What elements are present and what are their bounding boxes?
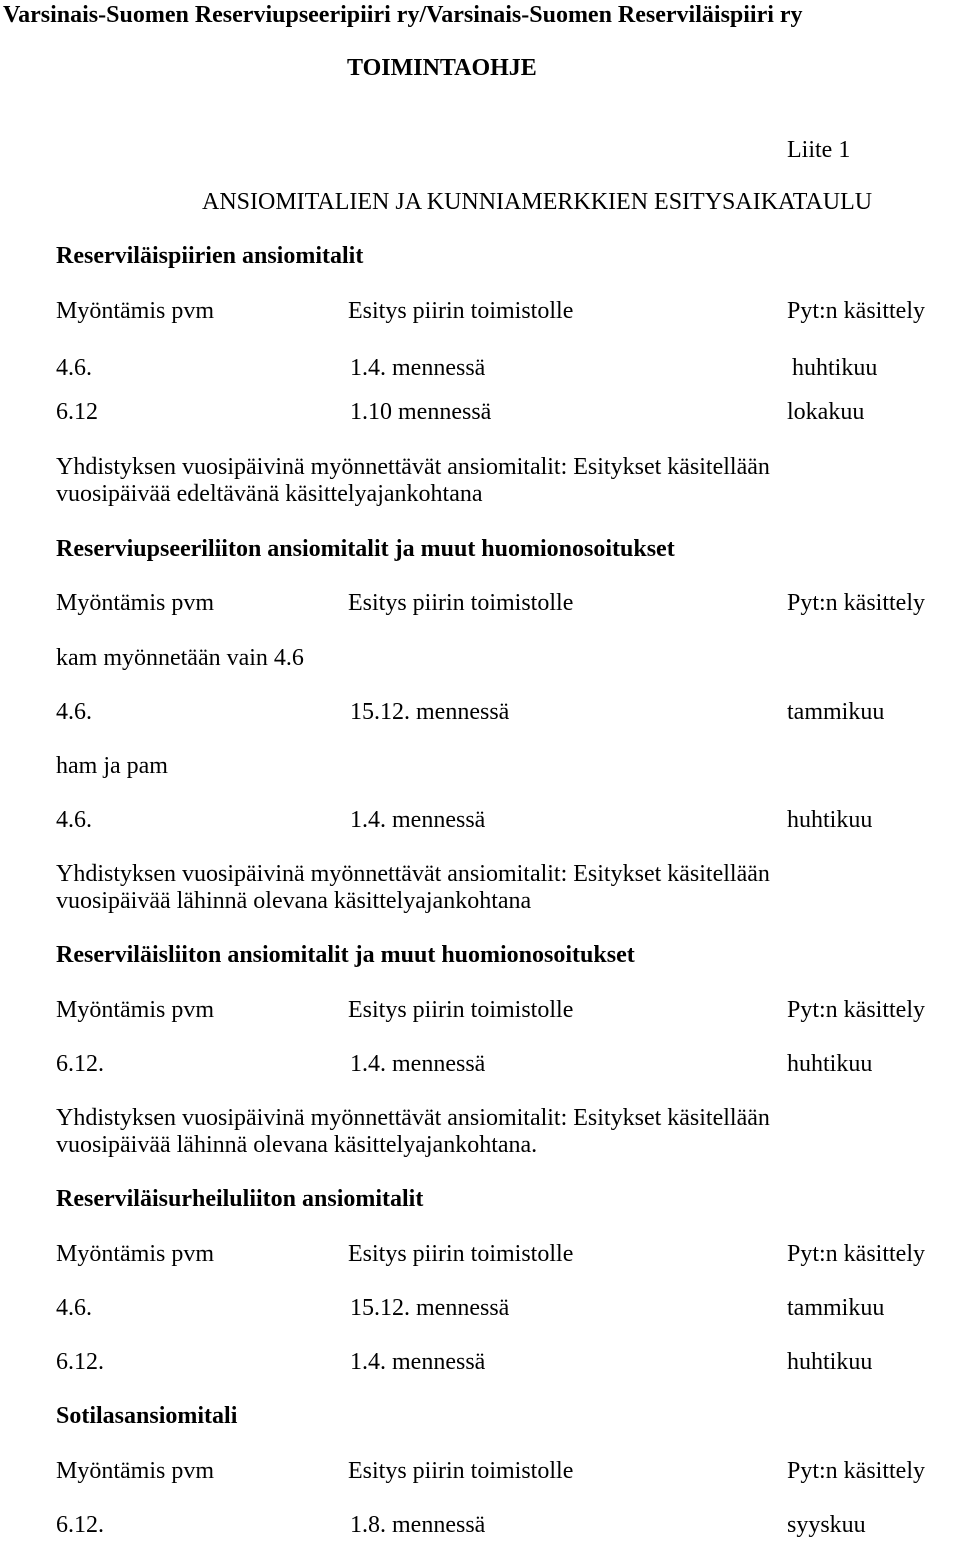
section-heading-sotilasansiomitali: Sotilasansiomitali xyxy=(56,1403,238,1429)
note-line: vuosipäivää edeltävänä käsittelyajankohtana xyxy=(56,481,483,507)
row-month: huhtikuu xyxy=(792,355,878,381)
row-date: 4.6. xyxy=(56,1295,92,1321)
row-deadline: 1.4. mennessä xyxy=(350,1349,486,1375)
row-date: 4.6. xyxy=(56,807,92,833)
row-date: 4.6. xyxy=(56,699,92,725)
column-header-myontamis: Myöntämis pvm xyxy=(56,590,215,616)
section-heading-reservilaisliitto: Reserviläisliiton ansiomitalit ja muut huomionosoitukset xyxy=(56,942,635,968)
column-header-pyt: Pyt:n käsittely xyxy=(787,997,925,1023)
section-heading-reserviupseeriliitto: Reserviupseeriliiton ansiomitalit ja muut huomionosoitukset xyxy=(56,536,675,562)
note-line: vuosipäivää lähinnä olevana käsittelyajankohtana xyxy=(56,888,532,914)
section-heading-reservilaisurheiluliitto: Reserviläisurheiluliiton ansiomitalit xyxy=(56,1186,424,1212)
row-month: huhtikuu xyxy=(787,807,873,833)
column-header-myontamis: Myöntämis pvm xyxy=(56,298,215,324)
organization-header: Varsinais-Suomen Reserviupseeripiiri ry/Varsinais-Suomen Reserviläispiiri ry xyxy=(3,2,803,28)
column-header-pyt: Pyt:n käsittely xyxy=(787,590,925,616)
row-deadline: 15.12. mennessä xyxy=(350,1295,510,1321)
row-month: huhtikuu xyxy=(787,1349,873,1375)
column-header-myontamis: Myöntämis pvm xyxy=(56,1241,215,1267)
row-deadline: 1.4. mennessä xyxy=(350,807,486,833)
row-date: 6.12 xyxy=(56,399,98,425)
row-month: tammikuu xyxy=(787,1295,885,1321)
row-date: 6.12. xyxy=(56,1349,104,1375)
row-month: lokakuu xyxy=(787,399,865,425)
column-header-myontamis: Myöntämis pvm xyxy=(56,1458,215,1484)
note-line: Yhdistyksen vuosipäivinä myönnettävät ansiomitalit: Esitykset käsitellään xyxy=(56,861,770,887)
column-header-esitys: Esitys piirin toimistolle xyxy=(348,997,574,1023)
column-header-esitys: Esitys piirin toimistolle xyxy=(348,1241,574,1267)
row-deadline: 1.8. mennessä xyxy=(350,1512,486,1538)
row-date: 6.12. xyxy=(56,1512,104,1538)
column-header-pyt: Pyt:n käsittely xyxy=(787,1241,925,1267)
row-deadline: 15.12. mennessä xyxy=(350,699,510,725)
section-heading-reservilaispiirit: Reserviläispiirien ansiomitalit xyxy=(56,243,364,269)
row-date: 4.6. xyxy=(56,355,92,381)
column-header-myontamis: Myöntämis pvm xyxy=(56,997,215,1023)
row-deadline: 1.4. mennessä xyxy=(350,355,486,381)
column-header-esitys: Esitys piirin toimistolle xyxy=(348,1458,574,1484)
column-header-esitys: Esitys piirin toimistolle xyxy=(348,298,574,324)
row-month: tammikuu xyxy=(787,699,885,725)
row-deadline: 1.4. mennessä xyxy=(350,1051,486,1077)
row-deadline: 1.10 mennessä xyxy=(350,399,492,425)
subheading-kam: kam myönnetään vain 4.6 xyxy=(56,645,304,671)
column-header-pyt: Pyt:n käsittely xyxy=(787,298,925,324)
column-header-pyt: Pyt:n käsittely xyxy=(787,1458,925,1484)
appendix-label: Liite 1 xyxy=(787,137,851,163)
schedule-title: ANSIOMITALIEN JA KUNNIAMERKKIEN ESITYSAIKATAULU xyxy=(202,189,873,215)
note-line: Yhdistyksen vuosipäivinä myönnettävät ansiomitalit: Esitykset käsitellään xyxy=(56,1105,770,1131)
row-month: huhtikuu xyxy=(787,1051,873,1077)
document-title: TOIMINTAOHJE xyxy=(347,55,537,81)
row-date: 6.12. xyxy=(56,1051,104,1077)
column-header-esitys: Esitys piirin toimistolle xyxy=(348,590,574,616)
subheading-ham-pam: ham ja pam xyxy=(56,753,168,779)
note-line: Yhdistyksen vuosipäivinä myönnettävät ansiomitalit: Esitykset käsitellään xyxy=(56,454,770,480)
row-month: syyskuu xyxy=(787,1512,866,1538)
note-line: vuosipäivää lähinnä olevana käsittelyajankohtana. xyxy=(56,1132,538,1158)
